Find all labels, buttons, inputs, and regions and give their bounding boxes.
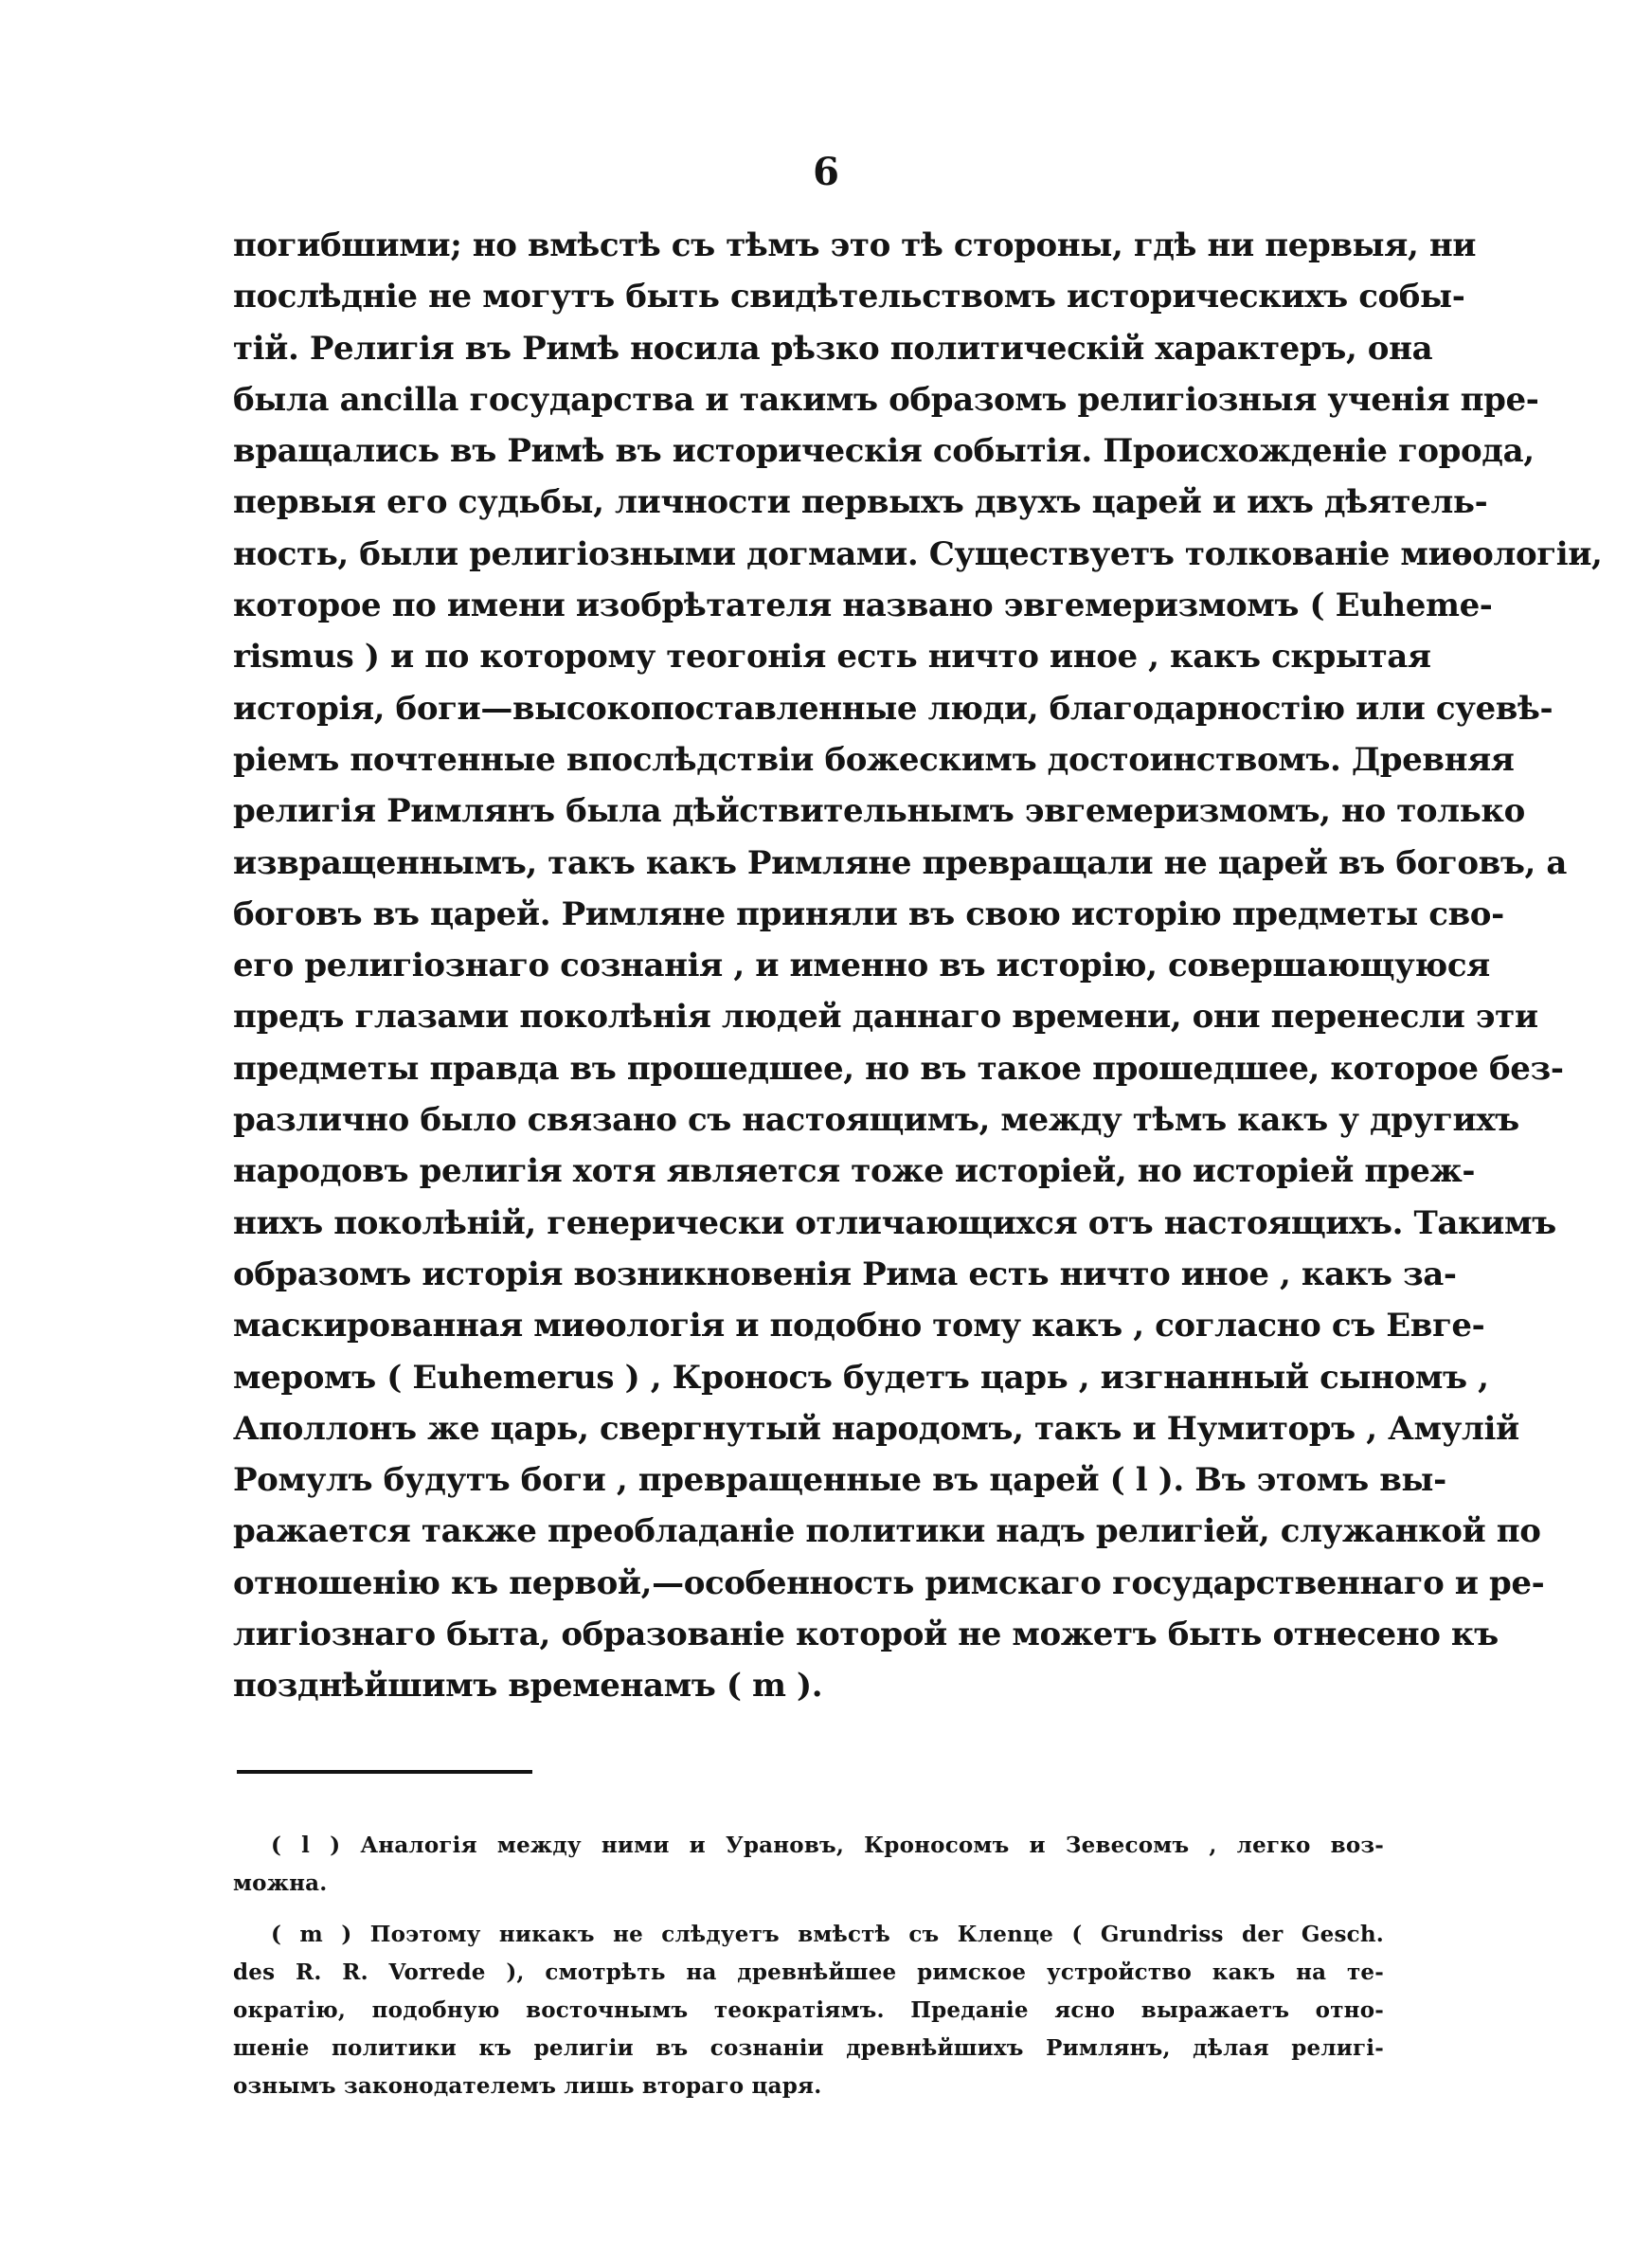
- text-line: маскированная миѳологія и подобно тому какъ , согласно съ Евге-: [233, 1307, 1485, 1345]
- footnote-line: ( m ) Поэтому никакъ не слѣдуетъ вмѣстѣ съ Клеnце ( Grundriss der Gesch.: [271, 1922, 1384, 1947]
- text-line: лигіознаго быта, образованіе которой не можетъ быть отнесено къ: [233, 1616, 1499, 1654]
- footnote-line: des R. R. Vorrede ), смотрѣть на древнѣйшее римское устройство какъ на те-: [233, 1959, 1384, 1985]
- footnote-line: ознымъ законодателемъ лишь втораго царя.: [233, 2073, 822, 2099]
- text-line: предметы правда въ прошедшее, но въ такое прошедшее, которое без-: [233, 1049, 1564, 1088]
- text-line: первыя его судьбы, личности первыхъ двухъ царей и ихъ дѣятель-: [233, 483, 1488, 522]
- text-line: народовъ религія хотя является тоже исторіей, но исторіей преж-: [233, 1152, 1476, 1191]
- text-line: rismus ) и по которому теогонія есть ничто иное , какъ скрытая: [233, 638, 1431, 677]
- text-line: тій. Религія въ Римѣ носила рѣзко политическій характеръ, она: [233, 329, 1433, 368]
- text-line: исторія, боги—высокопоставленные люди, благодарностію или суевѣ-: [233, 689, 1553, 728]
- page-number: 6: [813, 150, 839, 194]
- text-line: боговъ въ царей. Римляне приняли въ свою исторію предметы сво-: [233, 894, 1504, 933]
- footnote: [233, 1916, 1384, 2105]
- text-line: позднѣйшимъ временамъ ( m ).: [233, 1667, 823, 1706]
- text-line: нихъ поколѣній, генерически отличающихся отъ настоящихъ. Такимъ: [233, 1203, 1556, 1242]
- footnote-line: ократію, подобную восточнымъ теократіямъ. Преданіе ясно выражаетъ отно-: [233, 1997, 1384, 2023]
- main-text: [233, 220, 1603, 1712]
- text-line: послѣдніе не могутъ быть свидѣтельствомъ историческихъ собы-: [233, 278, 1465, 316]
- text-line: меромъ ( Euhemerus ) , Кроносъ будетъ царь , изгнанный сыномъ ,: [233, 1358, 1489, 1397]
- text-line: ріемъ почтенные впослѣдствіи божескимъ достоинствомъ. Древняя: [233, 740, 1515, 779]
- text-line: была ancilla государства и такимъ образомъ религіозныя ученія пре-: [233, 380, 1539, 419]
- text-line: погибшими; но вмѣстѣ съ тѣмъ это тѣ стороны, гдѣ ни первыя, ни: [233, 226, 1477, 264]
- text-line: извращеннымъ, такъ какъ Римляне превращали не царей въ боговъ, а: [233, 843, 1568, 882]
- text-line: его религіознаго сознанія , и именно въ исторію, совершающуюся: [233, 947, 1490, 985]
- footnote-line: можна.: [233, 1870, 328, 1896]
- text-line: вращались въ Римѣ въ историческія событія. Происхожденіе города,: [233, 432, 1535, 471]
- text-line: ражается также преобладаніе политики надъ религіей, служанкой по: [233, 1512, 1541, 1551]
- footnote-line: ( l ) Аналогія между ними и Урановъ, Кроносомъ и Зевесомъ , легко воз-: [271, 1833, 1384, 1858]
- footnotes: [233, 1827, 1384, 2119]
- text-line: которое по имени изобрѣтателя названо эвгемеризмомъ ( Euheme-: [233, 587, 1493, 625]
- text-line: религія Римлянъ была дѣйствительнымъ эвгемеризмомъ, но только: [233, 792, 1525, 831]
- footnote-line: шеніе политики къ религіи въ сознаніи древнѣйшихъ Римлянъ, дѣлая религі-: [233, 2035, 1384, 2061]
- text-line: образомъ исторія возникновенія Рима есть ничто иное , какъ за-: [233, 1255, 1457, 1293]
- text-line: Аполлонъ же царь, свергнутый народомъ, такъ и Нумиторъ , Амулій: [233, 1409, 1519, 1448]
- text-line: предъ глазами поколѣнія людей даннаго времени, они перенесли эти: [233, 998, 1538, 1037]
- footnote-rule: [237, 1770, 532, 1774]
- text-line: отношенію къ первой,—особенность римскаго государственнаго и ре-: [233, 1563, 1545, 1602]
- footnote: [233, 1827, 1384, 1903]
- text-line: ность, были религіозными догмами. Существуетъ толкованіе миѳологіи,: [233, 534, 1603, 573]
- text-line: Ромулъ будутъ боги , превращенные въ царей ( l ). Въ этомъ вы-: [233, 1461, 1446, 1500]
- text-line: различно было связано съ настоящимъ, между тѣмъ какъ у другихъ: [233, 1101, 1519, 1140]
